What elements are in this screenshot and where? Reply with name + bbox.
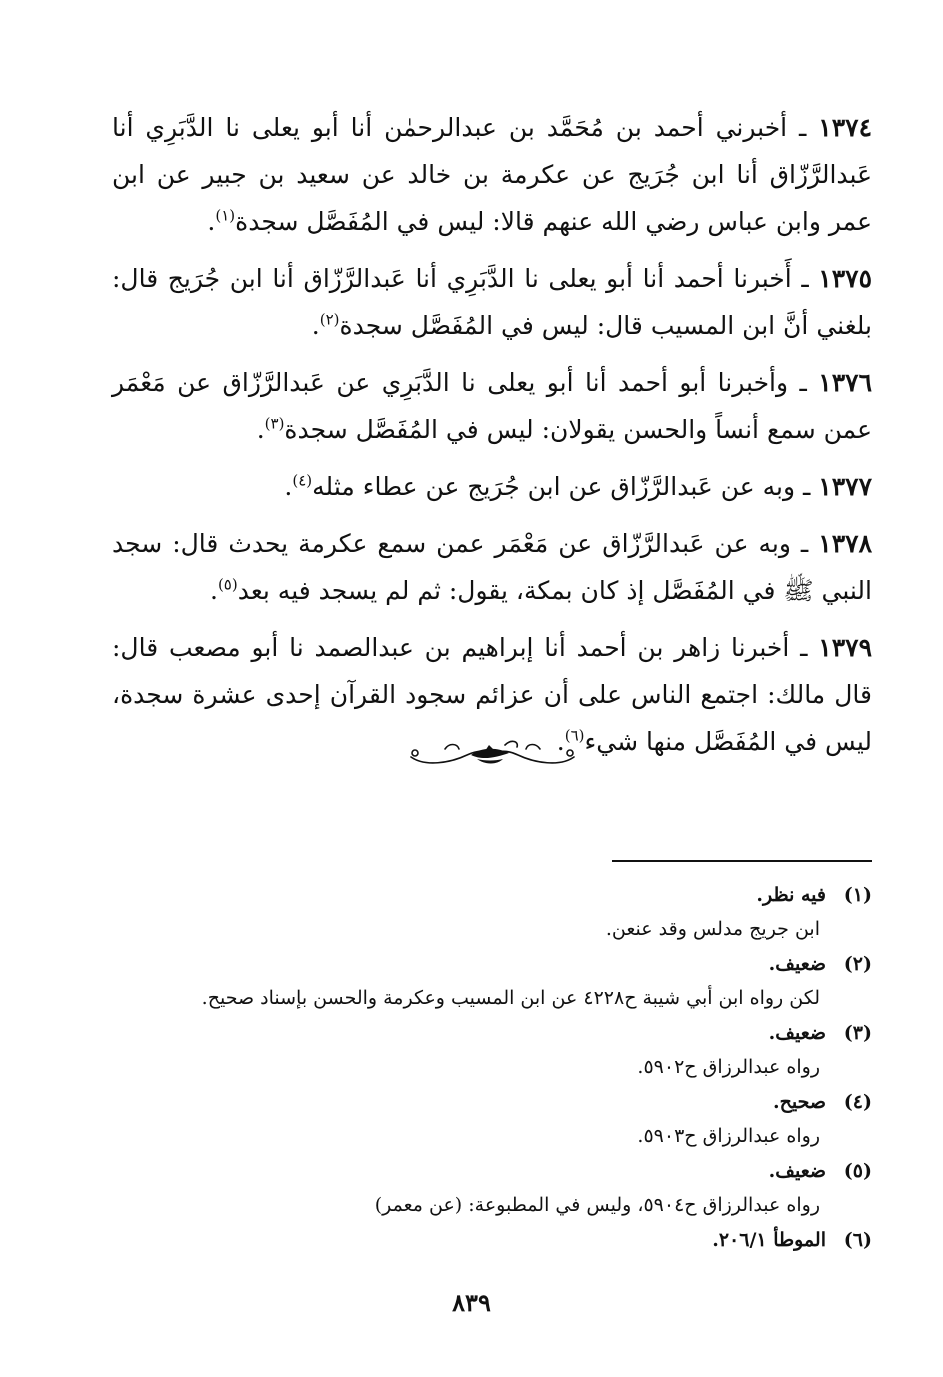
hadith-text: ـ أخبرنا زاهر بن أحمد أنا إبراهيم بن عبدالصمد نا أبو مصعب قال: قال مالك: اجتمع الناس على أن عزائم سجود القرآن إحدى عشرة سجدة، ليس في المُفَصَّل منها شيء [112, 633, 872, 756]
footnote-number: (٣) [843, 1022, 872, 1044]
footnote-ref[interactable]: (٤) [292, 471, 313, 490]
footnote-number: (٤) [843, 1091, 872, 1113]
footnote [112, 1084, 872, 1153]
period: . [209, 576, 218, 605]
hadith-paragraph [112, 255, 872, 349]
hadith-paragraph [112, 359, 872, 453]
footnote-grade: صحيح. [772, 1091, 826, 1113]
hadith-paragraph [112, 104, 872, 245]
footnote-grade: ضعيف. [768, 1160, 826, 1182]
footnote-grade: الموطأ ٢٠٦/١. [712, 1229, 826, 1251]
footnote-detail: رواه عبدالرزاق ح٥٩٠٤، وليس في المطبوعة: (عن معمر) [374, 1194, 820, 1216]
footnote-number: (٢) [843, 953, 872, 975]
footnote [112, 1015, 872, 1084]
footnote-ref[interactable]: (٣) [264, 414, 285, 433]
footnote [112, 946, 872, 1015]
footnote-detail: ابن جريج مدلس وقد عنعن. [605, 918, 820, 940]
footnote-detail: رواه عبدالرزاق ح٥٩٠٣. [637, 1125, 820, 1147]
footnote [112, 1222, 872, 1258]
hadith-text: ـ أخبرني أحمد بن مُحَمَّد بن عبدالرحمٰن أنا أبو يعلى نا الدَّبَرِي أنا عَبدالرَّزّاق أنا ابن جُرَيج عن عكرمة بن خالد عن سعيد بن جبير عن ابن عمر وابن عباس رضي الله عنهم قالا: ليس في المُفَصَّل سجدة [112, 113, 872, 236]
period: . [256, 415, 265, 444]
footnote-number: (١) [843, 884, 872, 906]
period: . [556, 727, 565, 756]
period: . [207, 207, 216, 236]
hadith-number: ١٣٧٩ [818, 633, 872, 662]
footnote-ref[interactable]: (٥) [217, 575, 238, 594]
footnote-ref[interactable]: (٢) [319, 310, 340, 329]
period: . [311, 311, 320, 340]
page-number: ٨٣٩ [452, 1288, 491, 1317]
ornament-divider [405, 735, 580, 775]
period: . [284, 472, 293, 501]
footnote-ref[interactable]: (١) [215, 206, 236, 225]
footnote [112, 877, 872, 946]
hadith-text: ـ وبه عن عَبدالرَّزّاق عن ابن جُرَيج عن عطاء مثله [312, 472, 811, 501]
footnote-detail: رواه عبدالرزاق ح٥٩٠٢. [637, 1056, 820, 1078]
footnote-grade: ضعيف. [768, 1022, 826, 1044]
footnote-number: (٥) [843, 1160, 872, 1182]
hadith-text: ـ وأخبرنا أبو أحمد أنا أبو يعلى نا الدَّبَرِي عن عَبدالرَّزّاق عن مَعْمَر عمن سمع أنساً والحسن يقولان: ليس في المُفَصَّل سجدة [112, 368, 872, 444]
footnote [112, 1153, 872, 1222]
hadith-text: ـ أَخبرنا أحمد أنا أبو يعلى نا الدَّبَرِي أنا عَبدالرَّزّاق أنا ابن جُرَيج قال: بلغني أنَّ ابن المسيب قال: ليس في المُفَصَّل سجدة [112, 264, 872, 340]
hadith-paragraph [112, 520, 872, 614]
hadith-number: ١٣٧٥ [818, 264, 872, 293]
footnotes [112, 877, 872, 1258]
footnote-detail: لكن رواه ابن أبي شيبة ح٤٢٢٨ عن ابن المسيب وعكرمة والحسن بإسناد صحيح. [201, 987, 820, 1009]
hadith-text: ـ وبه عن عَبدالرَّزّاق عن مَعْمَر عمن سمع عكرمة يحدث قال: سجد النبي ﷺ في المُفَصَّل إذ كان بمكة، يقول: ثم لم يسجد فيه بعد [112, 529, 872, 605]
footnote-number: (٦) [843, 1229, 872, 1251]
footnote-grade: فيه نظر. [756, 884, 826, 906]
hadith-number: ١٣٧٨ [818, 529, 872, 558]
hadith-number: ١٣٧٦ [818, 368, 872, 397]
main-text [112, 104, 872, 775]
footnote-ref[interactable]: (٦) [564, 726, 585, 745]
hadith-number: ١٣٧٤ [818, 113, 872, 142]
hadith-number: ١٣٧٧ [818, 472, 872, 501]
footnote-separator [612, 860, 872, 862]
hadith-paragraph [112, 463, 872, 510]
footnote-grade: ضعيف. [768, 953, 826, 975]
